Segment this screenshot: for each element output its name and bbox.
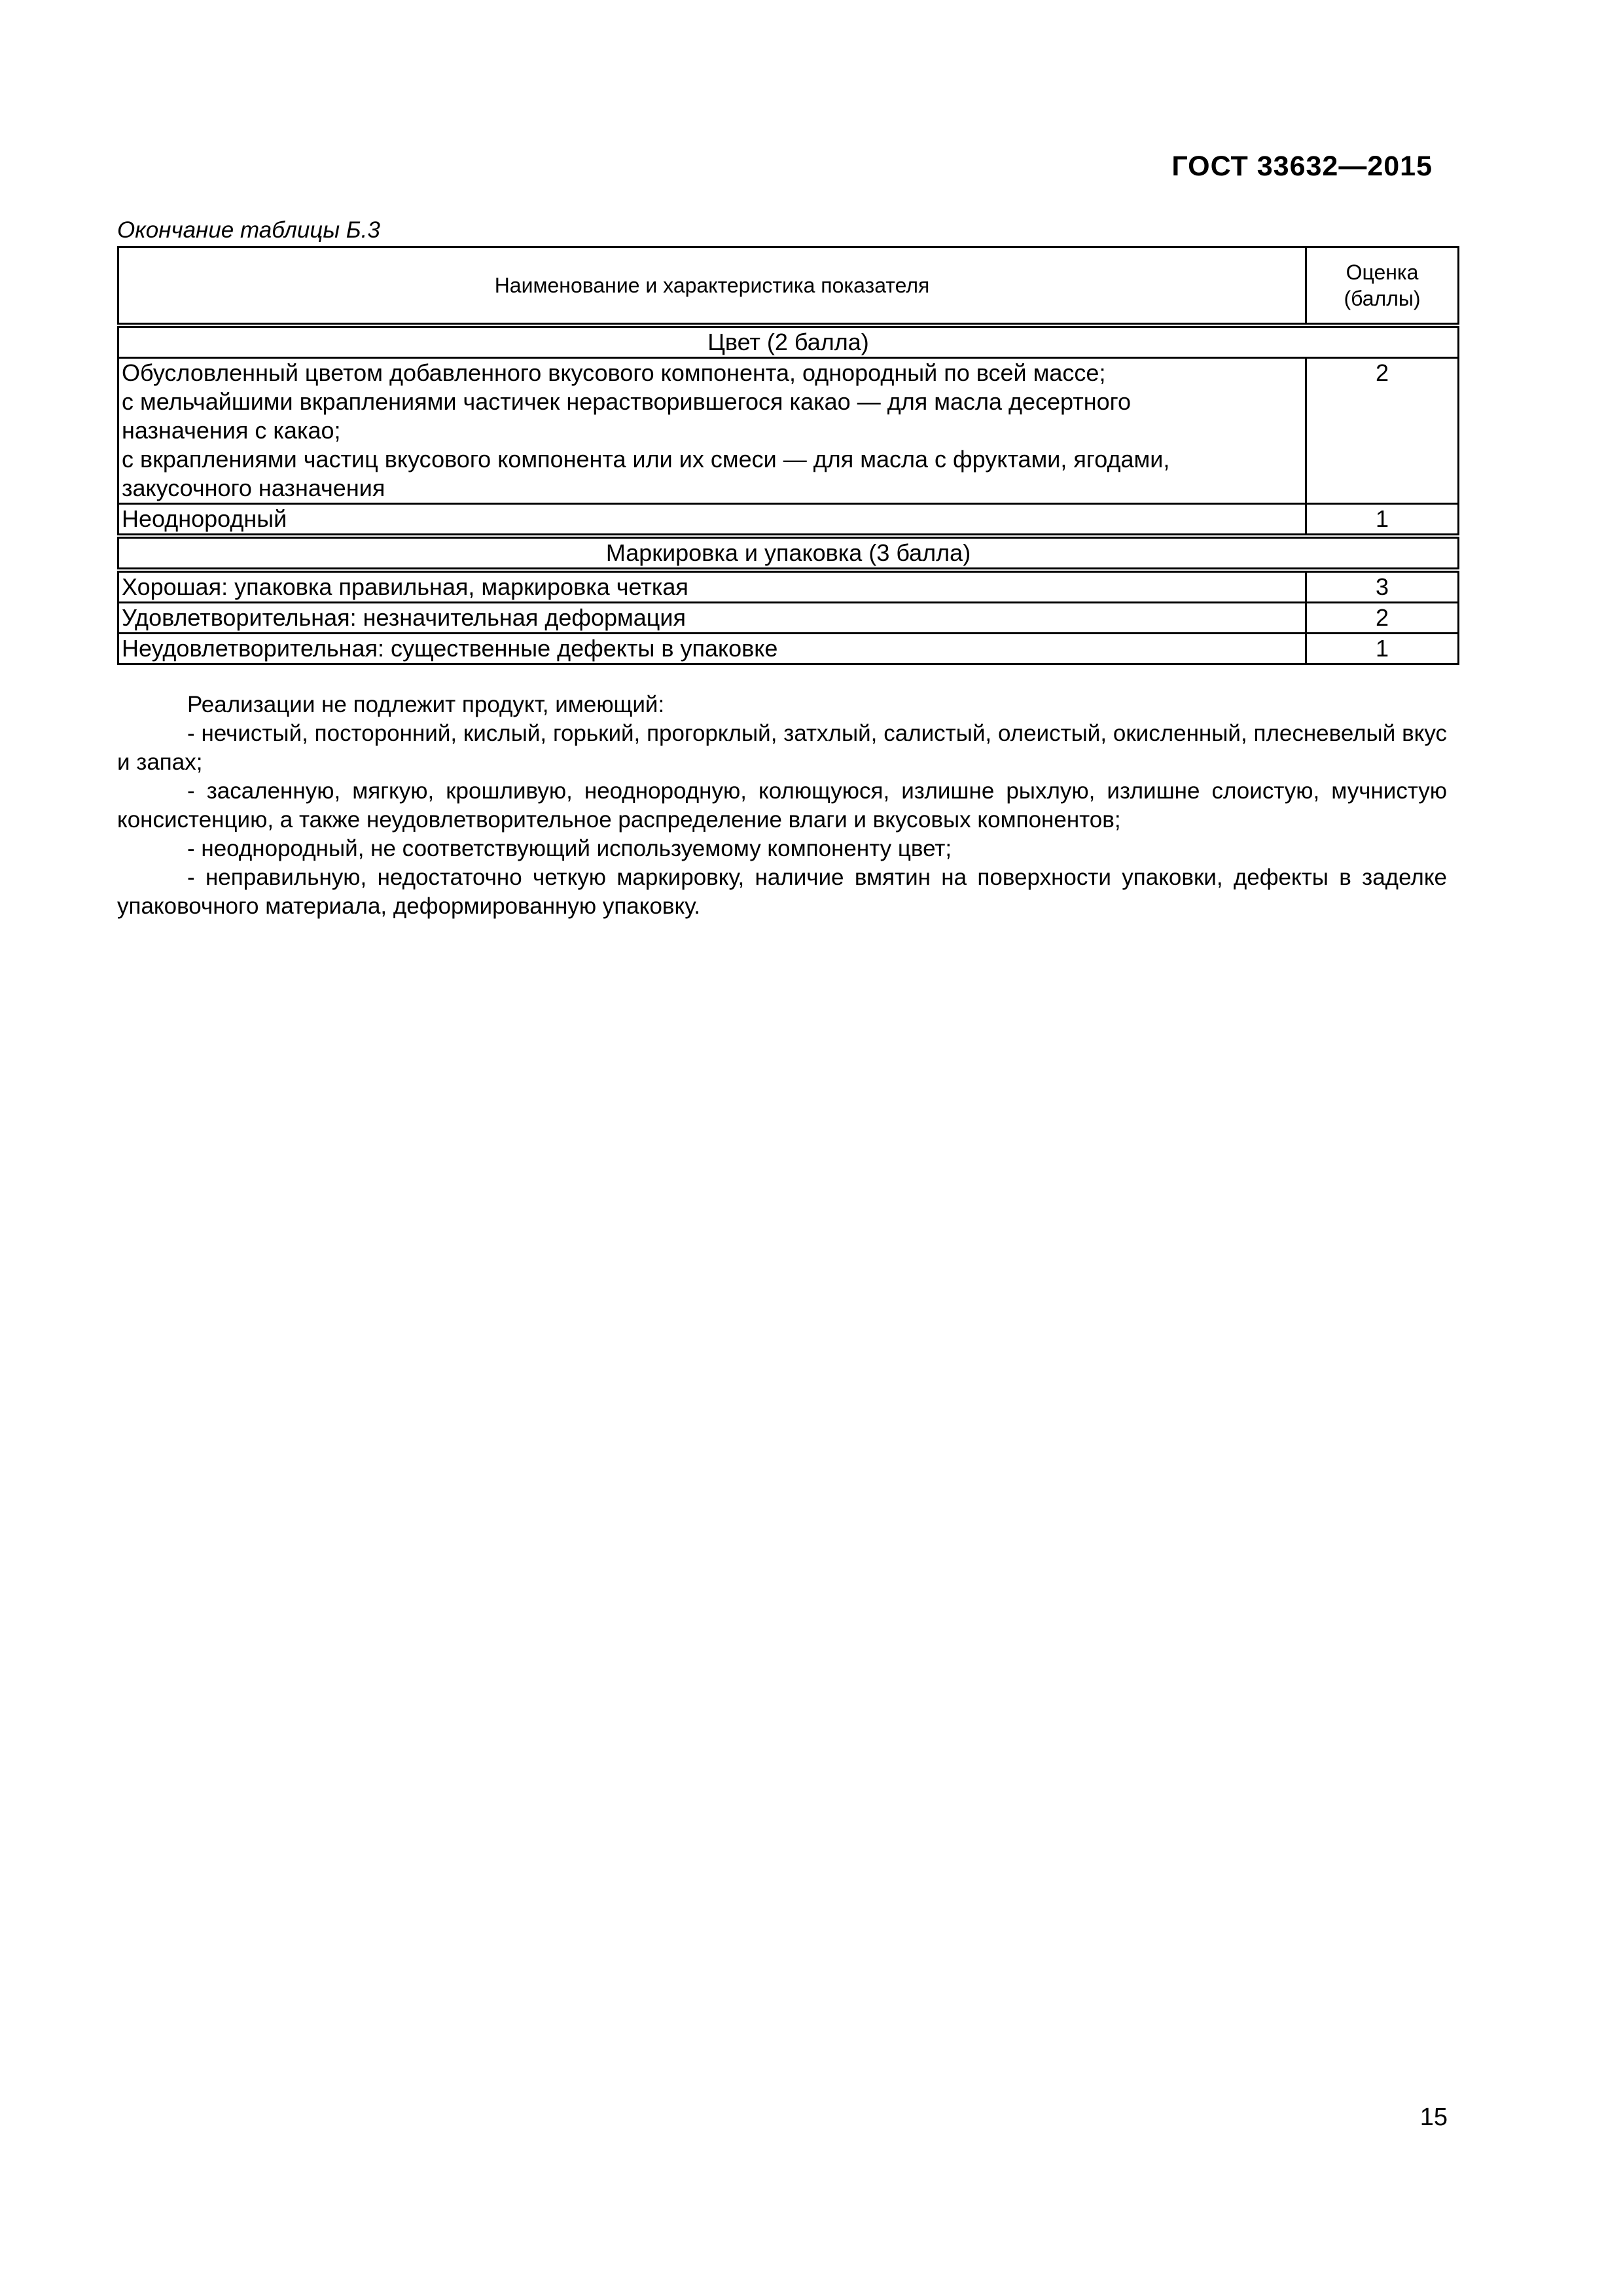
row-name [118, 358, 1306, 504]
row-name-line: Обусловленный цветом добавленного вкусового компонента, однородный по всей массе; [122, 359, 1106, 386]
row-name-line: с мельчайшими вкраплениями частичек нерастворившегося какао — для масла десертного [122, 388, 1132, 415]
page-number: 15 [1419, 2104, 1448, 2131]
row-name: Хорошая: упаковка правильная, маркировка четкая [118, 570, 1306, 603]
paragraph: - неоднородный, не соответствующий используемому компоненту цвет; [187, 836, 952, 861]
row-name-line: закусочного назначения [122, 475, 385, 501]
standard-number: ГОСТ 33632—2015 [1171, 151, 1433, 182]
table-row [118, 603, 1459, 634]
row-name: Неоднородный [118, 504, 1306, 537]
section-title: Маркировка и упаковка (3 балла) [118, 536, 1459, 570]
paragraph: - засаленную, мягкую, крошливую, неоднородную, колющуюся, излишне рыхлую, излишне слоистую, мучнистую консистенцию, а также неудовлетворительное распределение влаги и вкусовых компонентов; [117, 778, 1447, 833]
paragraph: - неправильную, недостаточно четкую маркировку, наличие вмятин на поверхности упаковки, дефекты в заделке упаковочного материала, деформированную упаковку. [117, 865, 1447, 919]
body-text [117, 691, 1447, 921]
table-row [118, 358, 1459, 504]
row-score: 1 [1306, 504, 1459, 537]
row-score: 3 [1306, 570, 1459, 603]
section-row-color [118, 325, 1459, 358]
column-header-score-line: Оценка [1346, 260, 1419, 284]
table-row [118, 570, 1459, 603]
table-row [118, 504, 1459, 537]
row-name-line: назначения с какао; [122, 417, 341, 444]
row-score: 1 [1306, 634, 1459, 664]
row-name: Неудовлетворительная: существенные дефекты в упаковке [118, 634, 1306, 664]
table-header-row [118, 247, 1459, 326]
row-score: 2 [1306, 603, 1459, 634]
assessment-table [117, 246, 1459, 665]
table-caption: Окончание таблицы Б.3 [117, 217, 380, 243]
row-name: Удовлетворительная: незначительная деформация [118, 603, 1306, 634]
row-score: 2 [1306, 358, 1459, 504]
paragraph: Реализации не подлежит продукт, имеющий: [187, 692, 665, 717]
section-row-marking [118, 536, 1459, 570]
column-header-name: Наименование и характеристика показателя [118, 247, 1306, 326]
section-title: Цвет (2 балла) [118, 325, 1459, 358]
table-row [118, 634, 1459, 664]
paragraph: - нечистый, посторонний, кислый, горький, прогорклый, затхлый, салистый, олеистый, окисленный, плесневелый вкус и запах; [117, 721, 1447, 775]
row-name-line: с вкраплениями частиц вкусового компонента или их смеси — для масла с фруктами, ягодами, [122, 446, 1170, 473]
column-header-score-line: (баллы) [1344, 287, 1421, 310]
column-header-score [1306, 247, 1459, 326]
